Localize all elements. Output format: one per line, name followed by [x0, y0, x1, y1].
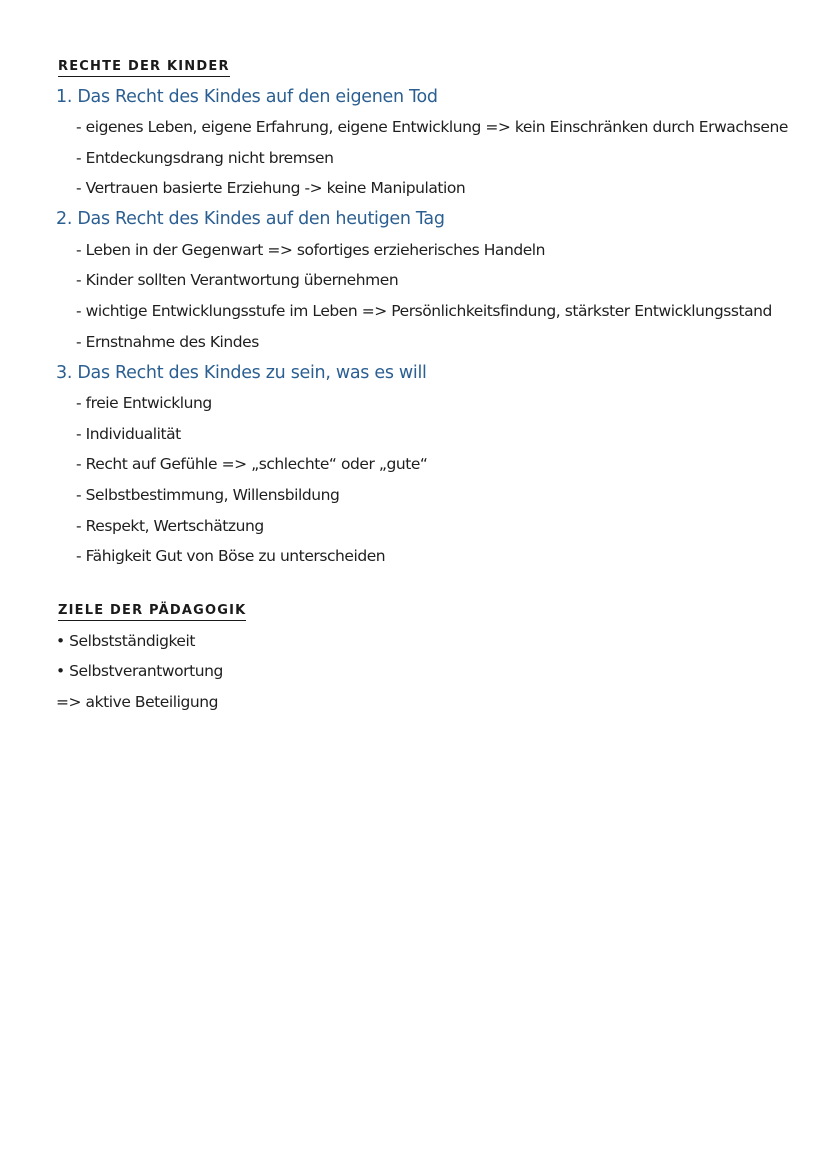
- section-title-ziele: ZIELE DER PÄDAGOGIK: [58, 603, 246, 621]
- list-item: - Kinder sollten Verantwortung übernehmen: [76, 271, 399, 289]
- list-item: - Ernstnahme des Kindes: [76, 333, 259, 351]
- list-item: - Fähigkeit Gut von Böse zu unterscheiden: [76, 547, 386, 565]
- goal-item: => aktive Beteiligung: [56, 693, 218, 711]
- heading-recht-heutiger-tag: 2. Das Recht des Kindes auf den heutigen Tag: [56, 209, 445, 229]
- list-item: - Leben in der Gegenwart => sofortiges erzieherisches Handeln: [76, 241, 546, 259]
- list-item: - Entdeckungsdrang nicht bremsen: [76, 149, 334, 167]
- list-item: - Respekt, Wertschätzung: [76, 517, 264, 535]
- list-item: - Individualität: [76, 425, 181, 443]
- list-item: - Selbstbestimmung, Willensbildung: [76, 486, 340, 504]
- list-item: - Recht auf Gefühle => „schlechte“ oder „gute“: [76, 455, 428, 473]
- list-item: - freie Entwicklung: [76, 394, 212, 412]
- list-item: - eigenes Leben, eigene Erfahrung, eigene Entwicklung => kein Einschränken durch Erwachsene: [76, 118, 788, 136]
- list-item: - Vertrauen basierte Erziehung -> keine Manipulation: [76, 179, 466, 197]
- heading-recht-zu-sein: 3. Das Recht des Kindes zu sein, was es will: [56, 363, 427, 383]
- section-title-rechte: RECHTE DER KINDER: [58, 59, 230, 77]
- list-item: - wichtige Entwicklungsstufe im Leben => Persönlichkeitsfindung, stärkster Entwicklungsstand: [76, 302, 772, 320]
- goal-item: • Selbstverantwortung: [56, 662, 223, 680]
- goal-item: • Selbstständigkeit: [56, 632, 195, 650]
- heading-recht-eigener-tod: 1. Das Recht des Kindes auf den eigenen Tod: [56, 87, 438, 107]
